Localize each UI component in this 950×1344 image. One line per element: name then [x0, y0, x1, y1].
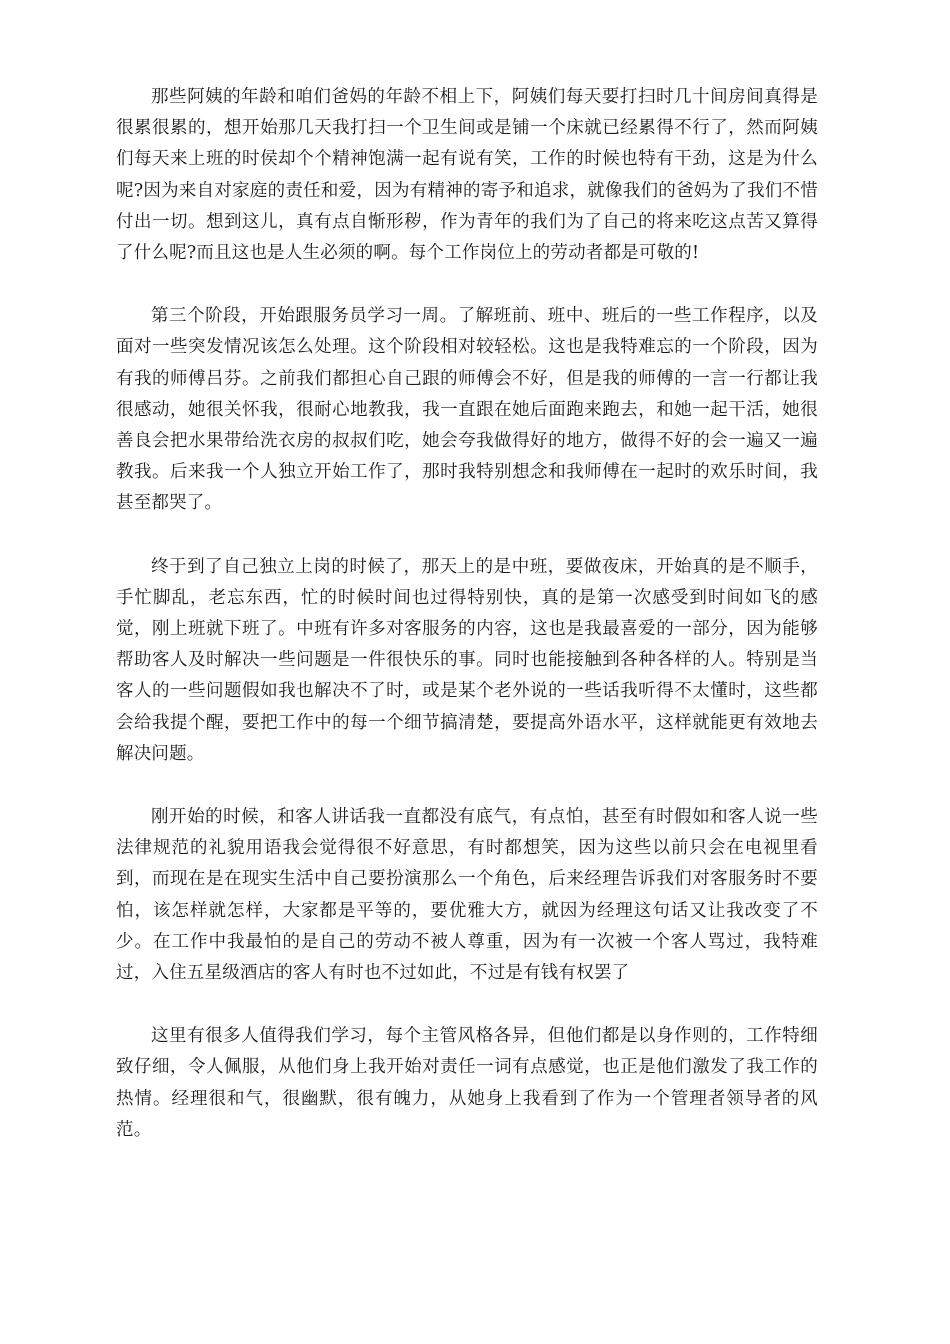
paragraph-3: 终于到了自己独立上岗的时候了，那天上的是中班，要做夜床，开始真的是不顺手，手忙脚乱，老忘东西，忙的时候时间也过得特别快，真的是第一次感受到时间如飞的感觉，刚上班就下班了。中班有许多对客服务的内容，这也是我最喜爱的一部分，因为能够帮助客人及时解决一些问题是一件很快乐的事。同时也能接触到各种各样的人。特别是当客人的一些问题假如我也解决不了时，或是某个老外说的一些话我听得不太懂时，这些都会给我提个醒，要把工作中的每一个细节搞清楚，要提高外语水平，这样就能更有效地去解决问题。: [116, 556, 818, 764]
paragraph-5: 这里有很多人值得我们学习，每个主管风格各异，但他们都是以身作则的，工作特细致仔细，令人佩服，从他们身上我开始对责任一词有点感觉，也正是他们激发了我工作的热情。经理很和气，很幽默，很有魄力，从她身上我看到了作为一个管理者领导者的风范。: [116, 1026, 818, 1140]
paragraph-2: 第三个阶段，开始跟服务员学习一周。了解班前、班中、班后的一些工作程序，以及面对一些突发情况该怎么处理。这个阶段相对较轻松。这也是我特难忘的一个阶段，因为有我的师傅吕芬。之前我们都担心自己跟的师傅会不好，但是我的师傅的一言一行都让我很感动，她很关怀我，很耐心地教我，我一直跟在她后面跑来跑去，和她一起干活，她很善良会把水果带给洗衣房的叔叔们吃，她会夸我做得好的地方，做得不好的会一遍又一遍教我。后来我一个人独立开始工作了，那时我特别想念和我师傅在一起时的欢乐时间，我甚至都哭了。: [116, 306, 818, 514]
paragraph-1: 那些阿姨的年龄和咱们爸妈的年龄不相上下，阿姨们每天要打扫时几十间房间真得是很累很累的，想开始那几天我打扫一个卫生间或是铺一个床就已经累得不行了，然而阿姨们每天来上班的时侯却个个精神饱满一起有说有笑，工作的时候也特有干劲，这是为什么呢?因为来自对家庭的责任和爱，因为有精神的寄予和追求，就像我们的爸妈为了我们不惜付出一切。想到这儿，真有点自惭形秽，作为青年的我们为了自己的将来吃这点苦又算得了什么呢?而且这也是人生必须的啊。每个工作岗位上的劳动者都是可敬的!: [116, 87, 818, 264]
document-body: [116, 82, 818, 1178]
paragraph-4: 刚开始的时候，和客人讲话我一直都没有底气，有点怕，甚至有时假如和客人说一些法律规范的礼貌用语我会觉得很不好意思，有时都想笑，因为这些以前只会在电视里看到，而现在是在现实生活中自己要扮演那么一个角色，后来经理告诉我们对客服务时不要怕，该怎样就怎样，大家都是平等的，要优雅大方，就因为经理这句话又让我改变了不少。在工作中我最怕的是自己的劳动不被人尊重，因为有一次被一个客人骂过，我特难过，入住五星级酒店的客人有时也不过如此，不过是有钱有权罢了: [116, 807, 818, 984]
